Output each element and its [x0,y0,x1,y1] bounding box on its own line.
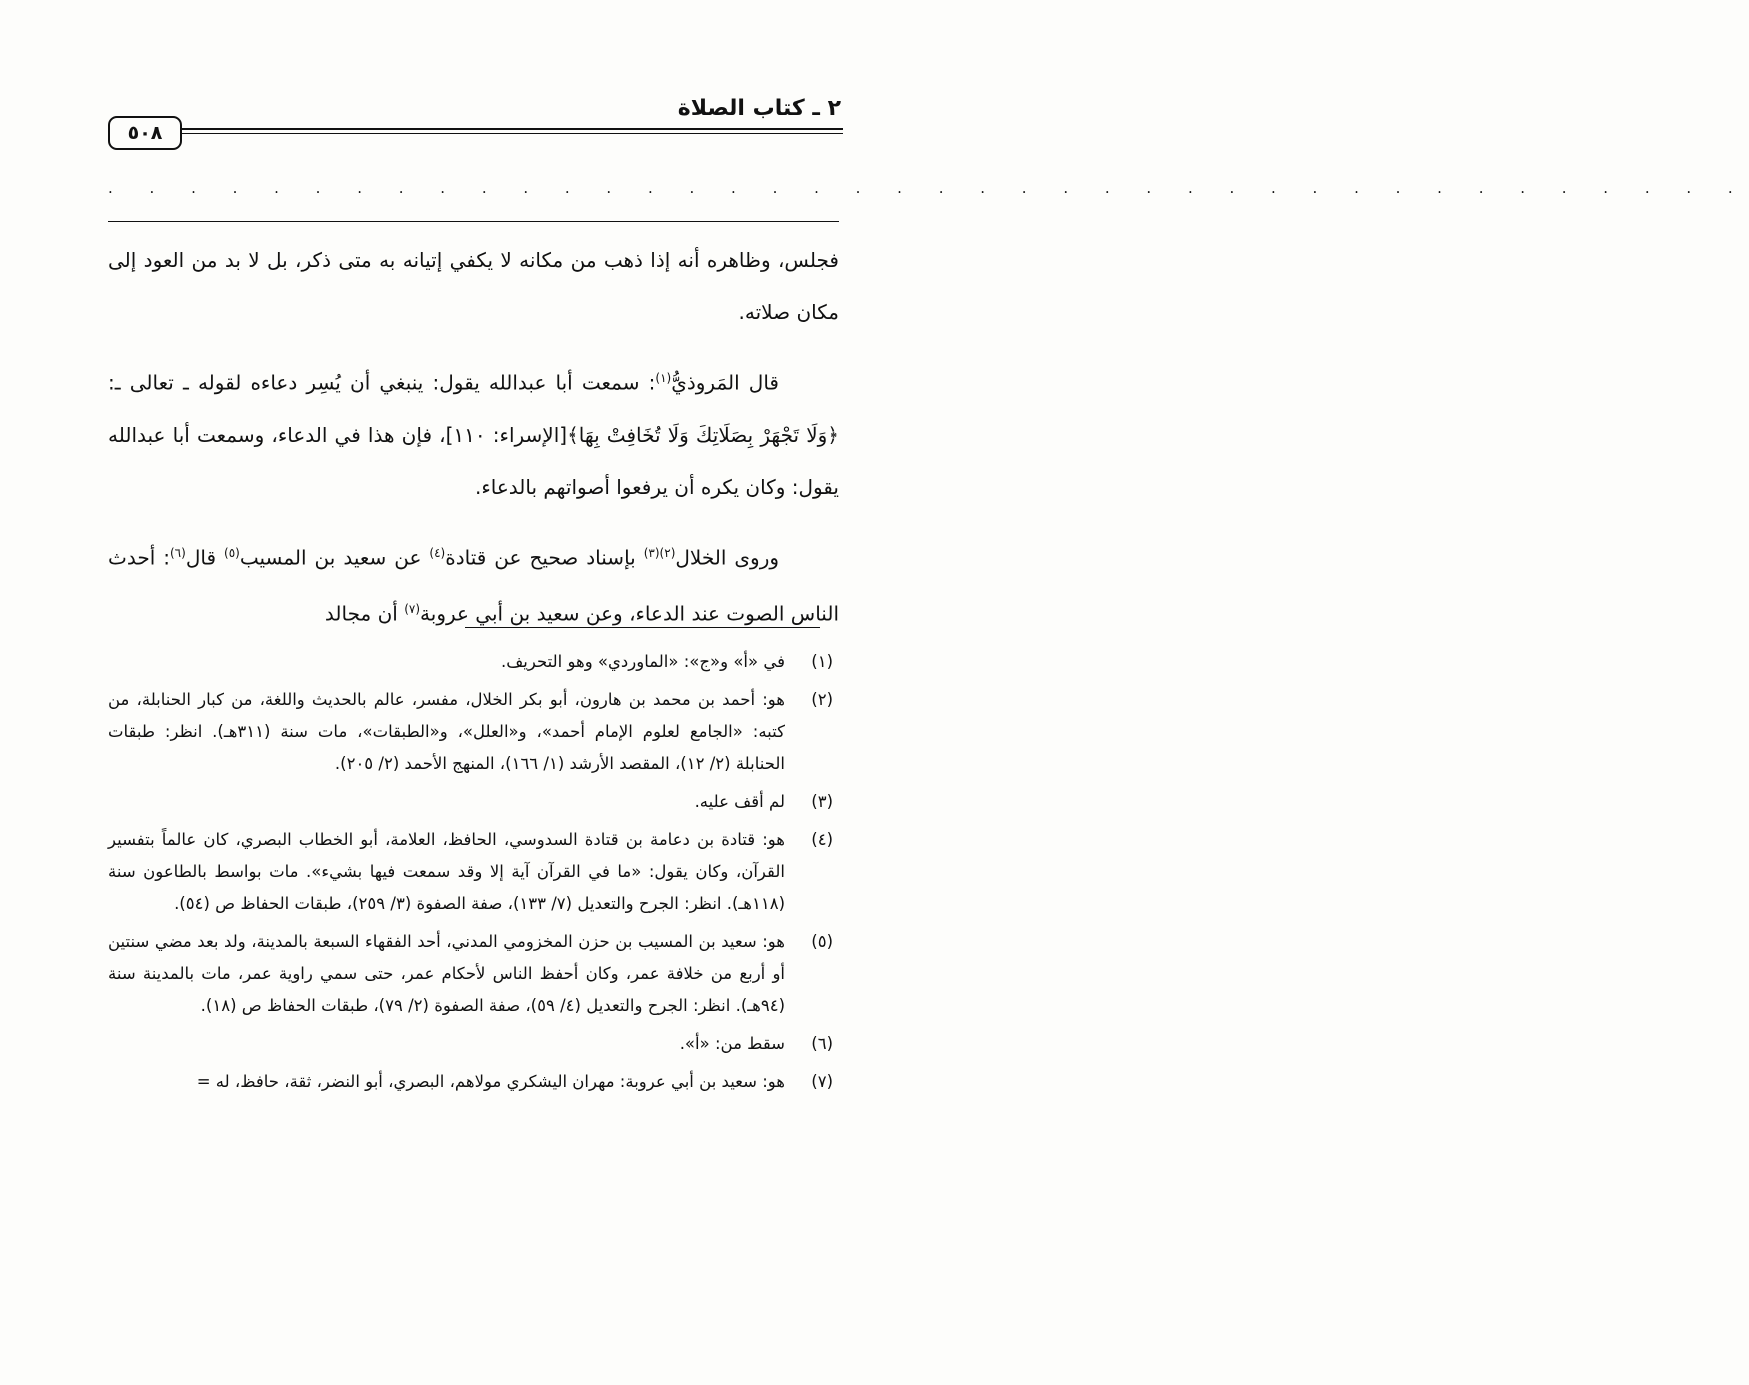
footnote-text: هو: أحمد بن محمد بن هارون، أبو بكر الخلال، مفسر، عالم بالحديث واللغة، من كبار الحنابلة، من كتبه: «الجامع لعلوم الإمام أحمد»، و«العلل»، و«الطبقات»، مات سنة (٣١١هـ). انظر: طبقات الحنابلة (٢/ ١٢)، المقصد الأرشد (١/ ١٦٦)، المنهج الأحمد (٢/ ٢٠٥). [108,690,785,773]
footnote-item [108,926,833,1022]
header-double-rule [182,128,843,134]
quran-verse: ﴿وَلَا تَجْهَرْ بِصَلَاتِكَ وَلَا تُخَافِتْ بِهَا﴾ [567,422,839,447]
footnote-number: (٧) [811,1072,833,1091]
footnote-item [108,786,833,818]
footnote-number: (١) [811,652,833,671]
footnote-number: (٢) [811,690,833,709]
p3-text-d: قال [185,545,224,570]
footnote-marker-1[interactable]: (١) [655,371,672,385]
p3-text-e: : أحدث الناس الصوت عند الدعاء، وعن سعيد بن أبي عروبة [108,545,839,626]
footnote-text: في «أ» و«ج»: «الماوردي» وهو التحريف. [500,652,785,671]
footnote-item [108,646,833,678]
paragraph-3 [108,527,839,640]
dotted-divider: . . . . . . . . . . . . . . . . . . . . . . . . . . . . . . . . . . . . . . . . [108,179,1749,197]
top-rule [108,221,839,222]
p2-text-a: قال المَروذيُّ [671,370,779,395]
footnotes [108,646,833,1104]
footnote-marker-3[interactable]: (٣) [643,545,660,560]
footnote-marker-4[interactable]: (٤) [429,545,446,560]
footnote-item [108,684,833,780]
main-text [108,234,839,640]
footnote-item [108,1028,833,1060]
p2-text-b: : سمعت أبا عبدالله يقول: ينبغي أن يُسِر دعاءه لقوله ـ تعالى ـ: [108,370,656,395]
running-title: ٢ ـ كتاب الصلاة [677,96,841,121]
footnote-marker-6[interactable]: (٦) [169,545,186,560]
p3-text-b: بإسناد صحيح عن قتادة [445,545,644,570]
footnote-number: (٤) [811,830,833,849]
footnote-number: (٣) [811,792,833,811]
footnote-number: (٥) [811,932,833,951]
p3-text-c: عن سعيد بن المسيب [239,545,430,570]
footnote-item [108,824,833,920]
footnote-text: هو: سعيد بن أبي عروبة: مهران اليشكري مولاهم، البصري، أبو النضر، ثقة، حافظ، له = [196,1072,785,1091]
footnote-marker-2[interactable]: (٢) [659,545,676,560]
footnote-text: لم أقف عليه. [694,792,785,811]
p2-text-c: [الإسراء: ١١٠]، فإن هذا في الدعاء، وسمعت أبا عبدالله يقول: وكان يكره أن يرفعوا أصواتهم بالدعاء. [108,422,839,499]
footnote-number: (٦) [811,1034,833,1053]
paragraph-1: فجلس، وظاهره أنه إذا ذهب من مكانه لا يكفي إتيانه به متى ذكر، بل لا بد من العود إلى مكان صلاته. [108,248,839,324]
footnote-marker-7[interactable]: (٧) [404,602,421,617]
paragraph-2 [108,352,839,513]
page-number: ٥٠٨ [108,116,182,150]
p3-text-f: أن مجالد [324,601,405,626]
footnote-marker-5[interactable]: (٥) [224,545,240,560]
footnote-text: هو: قتادة بن دعامة بن قتادة السدوسي، الحافظ، العلامة، أبو الخطاب البصري، كان عالماً بتفسير القرآن، وكان يقول: «ما في القرآن آية إلا وقد سمعت فيها بشيء». مات بواسط بالطاعون سنة (١١٨هـ). انظر: الجرح والتعديل (٧/ ١٣٣)، صفة الصفوة (٣/ ٢٥٩)، طبقات الحفاظ ص (٥٤). [108,830,785,913]
footnote-item [108,1066,833,1098]
footnote-text: سقط من: «أ». [679,1034,785,1053]
p3-text-a: وروى الخلال [675,545,780,570]
footnote-separator [465,627,820,628]
footnote-text: هو: سعيد بن المسيب بن حزن المخزومي المدني، أحد الفقهاء السبعة بالمدينة، ولد بعد مضي سنتين أو أربع من خلافة عمر، وكان أحفظ الناس لأحكام عمر، حتى سمي راوية عمر، مات بالمدينة سنة (٩٤هـ). انظر: الجرح والتعديل (٤/ ٥٩)، صفة الصفوة (٢/ ٧٩)، طبقات الحفاظ ص (١٨). [108,932,785,1015]
